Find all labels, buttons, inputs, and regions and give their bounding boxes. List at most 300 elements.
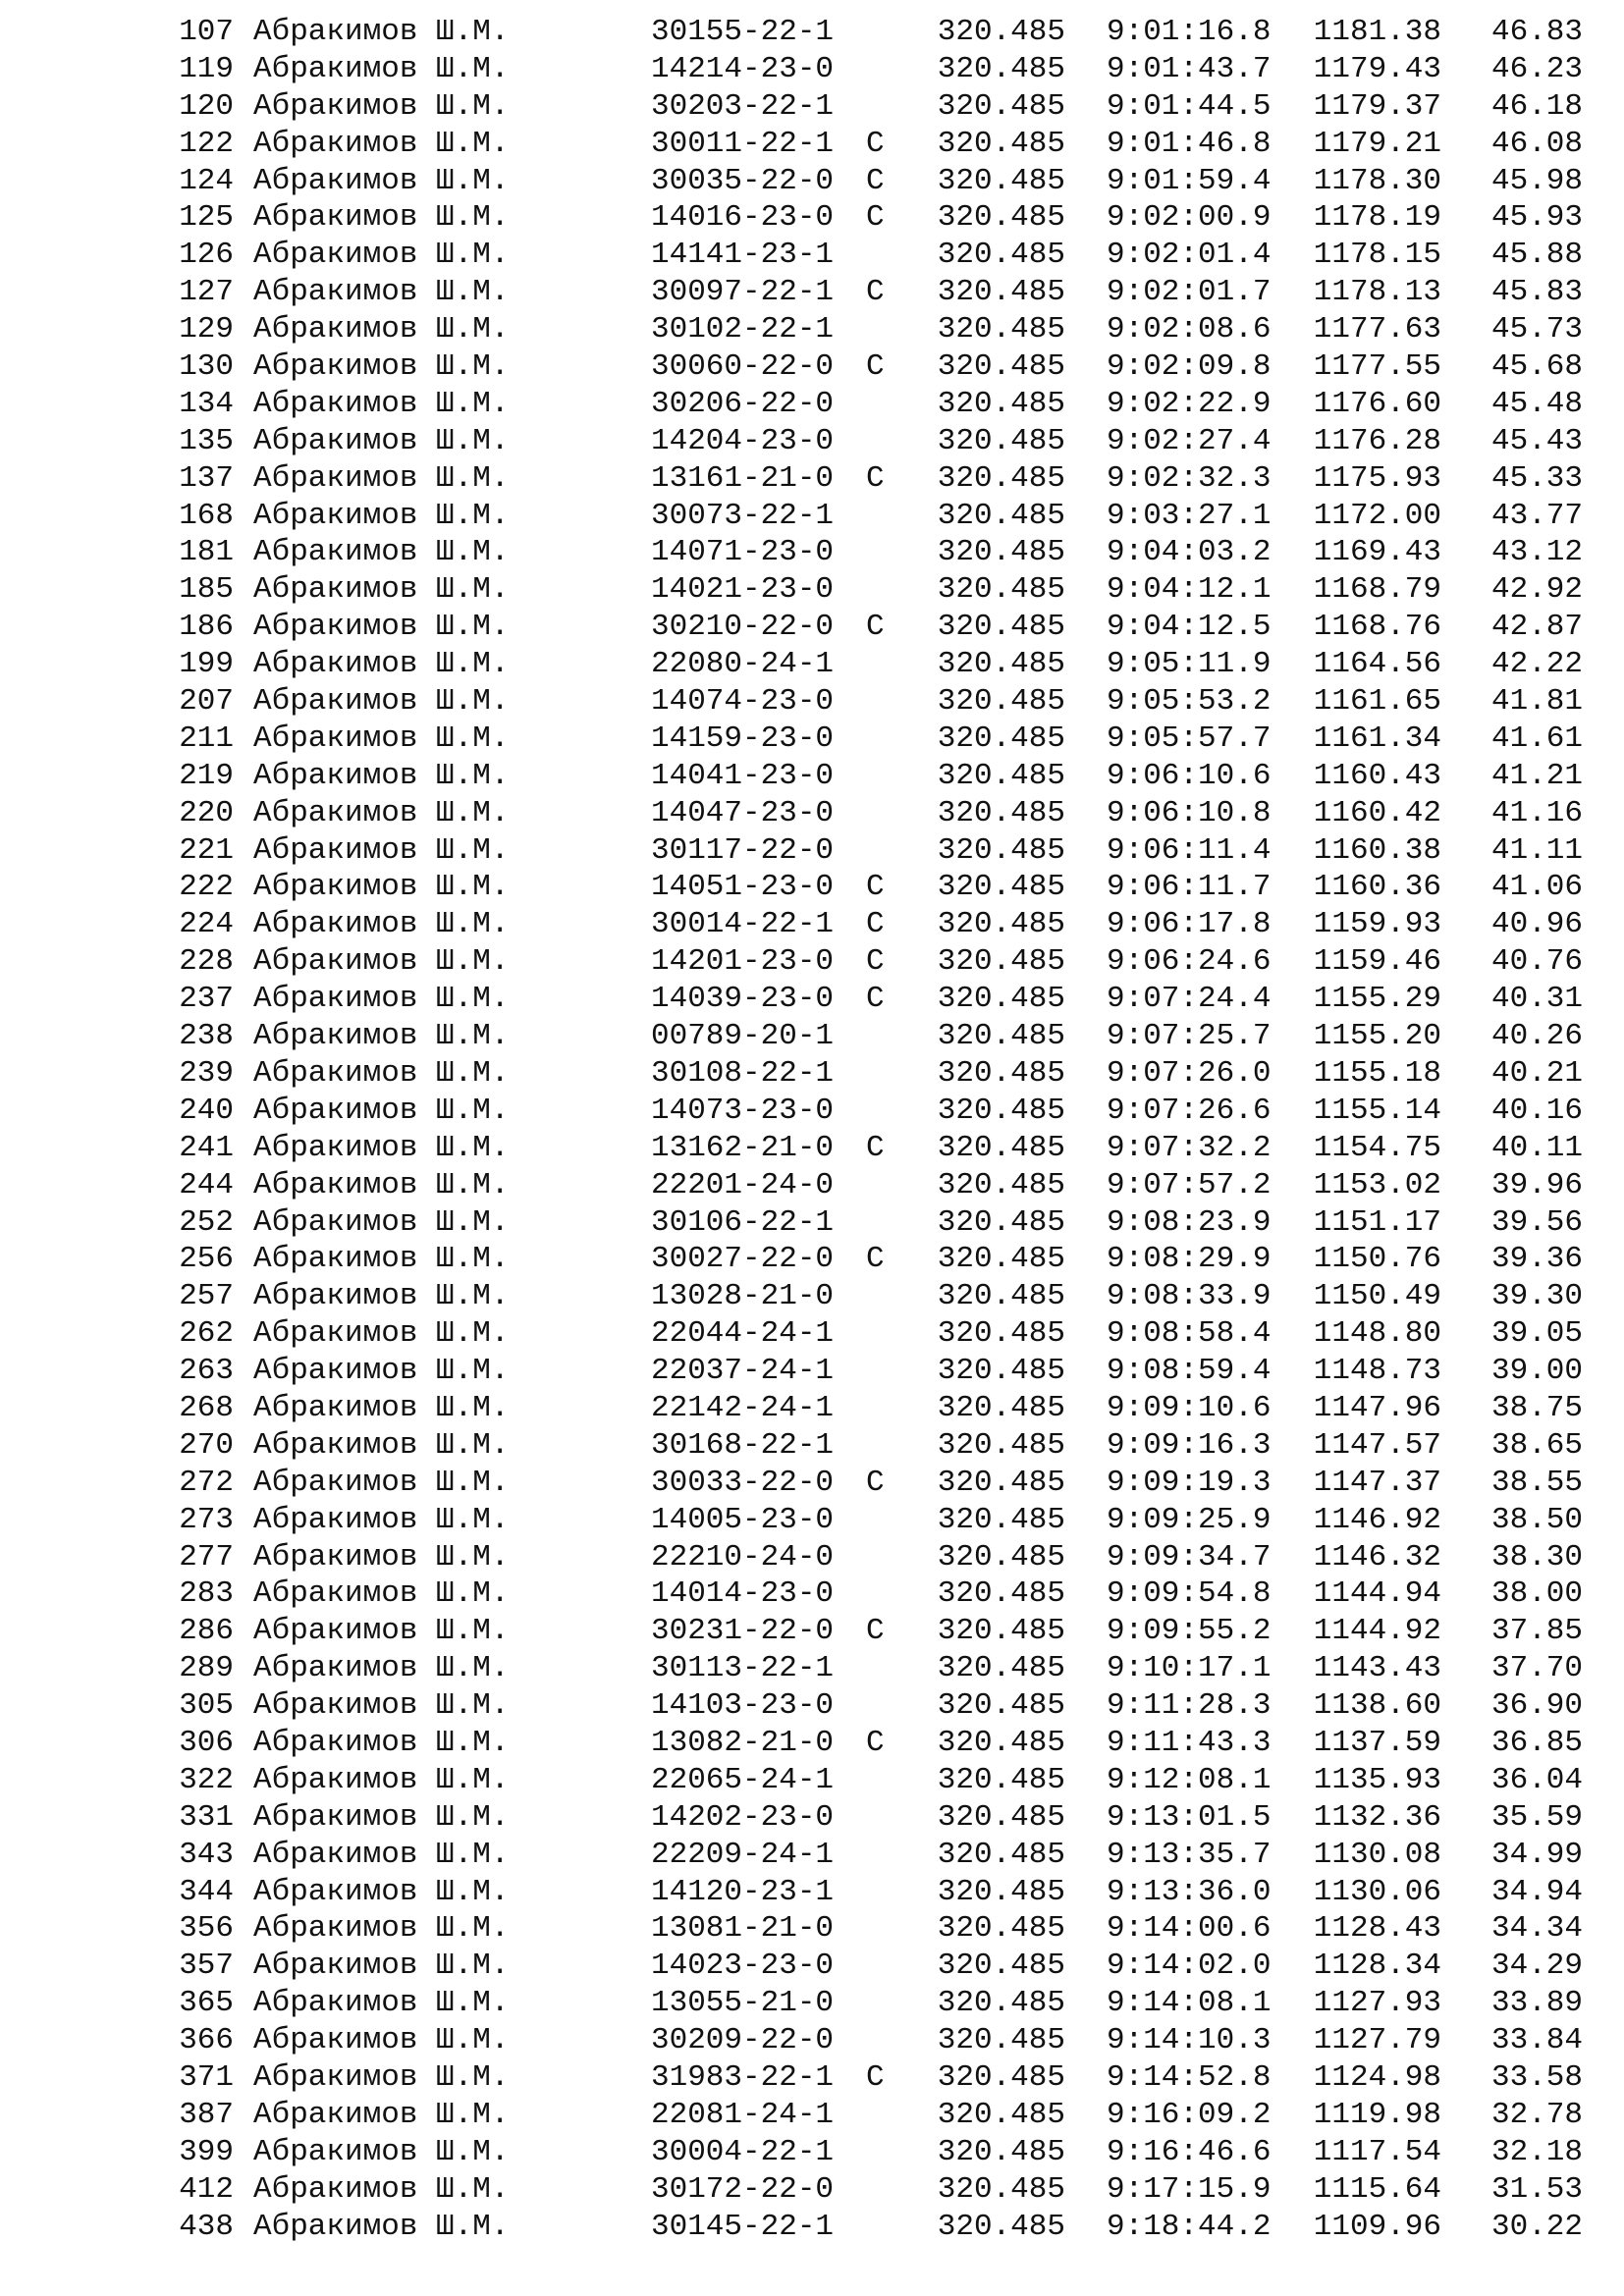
coefficient-cell: 41.06 [1490, 870, 1583, 905]
ring-number-cell: 30108-22-1 [651, 1055, 835, 1091]
speed-cell: 1160.38 [1313, 832, 1441, 868]
coefficient-cell: 33.89 [1490, 1986, 1583, 2021]
place-cell: 306 [179, 1725, 234, 1760]
table-row [0, 237, 1624, 274]
mark-cell: С [866, 610, 885, 645]
arrival-time-cell: 9:02:27.4 [1107, 423, 1272, 458]
fancier-name-cell: Абракимов Ш.М. [253, 1204, 510, 1240]
place-cell: 357 [179, 1949, 234, 1984]
arrival-time-cell: 9:05:57.7 [1107, 721, 1272, 756]
ring-number-cell: 22037-24-1 [651, 1354, 835, 1389]
place-cell: 211 [179, 721, 234, 756]
arrival-time-cell: 9:09:54.8 [1107, 1576, 1272, 1612]
arrival-time-cell: 9:04:12.5 [1107, 610, 1272, 645]
speed-cell: 1159.46 [1313, 944, 1441, 980]
coefficient-cell: 39.05 [1490, 1316, 1583, 1352]
place-cell: 126 [179, 238, 234, 273]
distance-cell: 320.485 [937, 944, 1065, 980]
arrival-time-cell: 9:07:25.7 [1107, 1019, 1272, 1054]
arrival-time-cell: 9:16:09.2 [1107, 2097, 1272, 2132]
speed-cell: 1144.94 [1313, 1576, 1441, 1612]
ring-number-cell: 14120-23-1 [651, 1874, 835, 1909]
speed-cell: 1159.93 [1313, 907, 1441, 942]
coefficient-cell: 46.23 [1490, 51, 1583, 86]
table-row [0, 163, 1624, 200]
coefficient-cell: 39.30 [1490, 1279, 1583, 1314]
speed-cell: 1144.92 [1313, 1614, 1441, 1649]
ring-number-cell: 14039-23-0 [651, 982, 835, 1017]
arrival-time-cell: 9:08:58.4 [1107, 1316, 1272, 1352]
table-row [0, 498, 1624, 535]
arrival-time-cell: 9:17:15.9 [1107, 2171, 1272, 2207]
table-row [0, 1725, 1624, 1762]
ring-number-cell: 13082-21-0 [651, 1725, 835, 1760]
distance-cell: 320.485 [937, 1390, 1065, 1425]
coefficient-cell: 46.18 [1490, 88, 1583, 124]
speed-cell: 1109.96 [1313, 2209, 1441, 2244]
fancier-name-cell: Абракимов Ш.М. [253, 15, 510, 49]
ring-number-cell: 30011-22-1 [651, 126, 835, 161]
fancier-name-cell: Абракимов Ш.М. [253, 1242, 510, 1277]
ring-number-cell: 30155-22-1 [651, 15, 835, 49]
speed-cell: 1155.14 [1313, 1093, 1441, 1128]
distance-cell: 320.485 [937, 200, 1065, 236]
speed-cell: 1161.65 [1313, 684, 1441, 720]
fancier-name-cell: Абракимов Ш.М. [253, 1130, 510, 1165]
ring-number-cell: 14201-23-0 [651, 944, 835, 980]
speed-cell: 1179.43 [1313, 51, 1441, 86]
ring-number-cell: 30102-22-1 [651, 312, 835, 347]
distance-cell: 320.485 [937, 1502, 1065, 1537]
table-row [0, 1353, 1624, 1390]
speed-cell: 1146.32 [1313, 1539, 1441, 1575]
place-cell: 257 [179, 1279, 234, 1314]
distance-cell: 320.485 [937, 1204, 1065, 1240]
distance-cell: 320.485 [937, 1874, 1065, 1909]
arrival-time-cell: 9:01:43.7 [1107, 51, 1272, 86]
speed-cell: 1130.06 [1313, 1874, 1441, 1909]
ring-number-cell: 31983-22-1 [651, 2059, 835, 2095]
ring-number-cell: 30073-22-1 [651, 498, 835, 533]
table-row [0, 758, 1624, 795]
ring-number-cell: 22201-24-0 [651, 1167, 835, 1202]
fancier-name-cell: Абракимов Ш.М. [253, 684, 510, 720]
distance-cell: 320.485 [937, 126, 1065, 161]
arrival-time-cell: 9:09:10.6 [1107, 1390, 1272, 1425]
place-cell: 228 [179, 944, 234, 980]
mark-cell: С [866, 2059, 885, 2095]
fancier-name-cell: Абракимов Ш.М. [253, 2097, 510, 2132]
fancier-name-cell: Абракимов Ш.М. [253, 1279, 510, 1314]
coefficient-cell: 39.36 [1490, 1242, 1583, 1277]
coefficient-cell: 36.90 [1490, 1688, 1583, 1724]
arrival-time-cell: 9:14:10.3 [1107, 2023, 1272, 2058]
speed-cell: 1119.98 [1313, 2097, 1441, 2132]
fancier-name-cell: Абракимов Ш.М. [253, 1019, 510, 1054]
table-row [0, 1241, 1624, 1278]
place-cell: 181 [179, 535, 234, 570]
arrival-time-cell: 9:01:46.8 [1107, 126, 1272, 161]
arrival-time-cell: 9:11:43.3 [1107, 1725, 1272, 1760]
coefficient-cell: 45.73 [1490, 312, 1583, 347]
place-cell: 130 [179, 349, 234, 385]
fancier-name-cell: Абракимов Ш.М. [253, 1949, 510, 1984]
ring-number-cell: 14023-23-0 [651, 1949, 835, 1984]
place-cell: 122 [179, 126, 234, 161]
speed-cell: 1148.73 [1313, 1354, 1441, 1389]
distance-cell: 320.485 [937, 870, 1065, 905]
ring-number-cell: 30106-22-1 [651, 1204, 835, 1240]
ring-number-cell: 22081-24-1 [651, 2097, 835, 2132]
place-cell: 387 [179, 2097, 234, 2132]
distance-cell: 320.485 [937, 1614, 1065, 1649]
mark-cell: С [866, 349, 885, 385]
coefficient-cell: 37.70 [1490, 1651, 1583, 1686]
coefficient-cell: 38.55 [1490, 1465, 1583, 1500]
fancier-name-cell: Абракимов Ш.М. [253, 832, 510, 868]
distance-cell: 320.485 [937, 312, 1065, 347]
distance-cell: 320.485 [937, 572, 1065, 608]
coefficient-cell: 46.08 [1490, 126, 1583, 161]
mark-cell: С [866, 1725, 885, 1760]
place-cell: 343 [179, 1837, 234, 1872]
coefficient-cell: 43.12 [1490, 535, 1583, 570]
speed-cell: 1179.37 [1313, 88, 1441, 124]
distance-cell: 320.485 [937, 238, 1065, 273]
speed-cell: 1177.55 [1313, 349, 1441, 385]
speed-cell: 1160.43 [1313, 758, 1441, 793]
ring-number-cell: 14074-23-0 [651, 684, 835, 720]
table-row [0, 274, 1624, 311]
table-row [0, 906, 1624, 943]
fancier-name-cell: Абракимов Ш.М. [253, 1465, 510, 1500]
arrival-time-cell: 9:07:32.2 [1107, 1130, 1272, 1165]
distance-cell: 320.485 [937, 758, 1065, 793]
ring-number-cell: 14103-23-0 [651, 1688, 835, 1724]
speed-cell: 1115.64 [1313, 2171, 1441, 2207]
place-cell: 137 [179, 460, 234, 496]
distance-cell: 320.485 [937, 1316, 1065, 1352]
table-row [0, 981, 1624, 1018]
place-cell: 185 [179, 572, 234, 608]
place-cell: 371 [179, 2059, 234, 2095]
place-cell: 331 [179, 1799, 234, 1835]
coefficient-cell: 42.22 [1490, 647, 1583, 682]
place-cell: 239 [179, 1055, 234, 1091]
coefficient-cell: 34.29 [1490, 1949, 1583, 1984]
fancier-name-cell: Абракимов Ш.М. [253, 1799, 510, 1835]
table-row [0, 1390, 1624, 1427]
table-row [0, 1018, 1624, 1055]
ring-number-cell: 13161-21-0 [651, 460, 835, 496]
arrival-time-cell: 9:06:10.8 [1107, 795, 1272, 830]
coefficient-cell: 45.68 [1490, 349, 1583, 385]
fancier-name-cell: Абракимов Ш.М. [253, 349, 510, 385]
distance-cell: 320.485 [937, 423, 1065, 458]
arrival-time-cell: 9:02:22.9 [1107, 386, 1272, 421]
speed-cell: 1178.13 [1313, 275, 1441, 310]
speed-cell: 1153.02 [1313, 1167, 1441, 1202]
table-row [0, 1315, 1624, 1353]
coefficient-cell: 45.33 [1490, 460, 1583, 496]
arrival-time-cell: 9:12:08.1 [1107, 1762, 1272, 1797]
table-row [0, 571, 1624, 609]
distance-cell: 320.485 [937, 2171, 1065, 2207]
fancier-name-cell: Абракимов Ш.М. [253, 312, 510, 347]
arrival-time-cell: 9:08:23.9 [1107, 1204, 1272, 1240]
ring-number-cell: 14047-23-0 [651, 795, 835, 830]
distance-cell: 320.485 [937, 15, 1065, 49]
ring-number-cell: 14021-23-0 [651, 572, 835, 608]
arrival-time-cell: 9:06:11.4 [1107, 832, 1272, 868]
distance-cell: 320.485 [937, 1019, 1065, 1054]
fancier-name-cell: Абракимов Ш.М. [253, 907, 510, 942]
table-row [0, 386, 1624, 423]
distance-cell: 320.485 [937, 1167, 1065, 1202]
distance-cell: 320.485 [937, 386, 1065, 421]
ring-number-cell: 22210-24-0 [651, 1539, 835, 1575]
place-cell: 263 [179, 1354, 234, 1389]
ring-number-cell: 30172-22-0 [651, 2171, 835, 2207]
arrival-time-cell: 9:13:01.5 [1107, 1799, 1272, 1835]
place-cell: 207 [179, 684, 234, 720]
fancier-name-cell: Абракимов Ш.М. [253, 944, 510, 980]
arrival-time-cell: 9:06:11.7 [1107, 870, 1272, 905]
place-cell: 240 [179, 1093, 234, 1128]
speed-cell: 1169.43 [1313, 535, 1441, 570]
fancier-name-cell: Абракимов Ш.М. [253, 610, 510, 645]
place-cell: 199 [179, 647, 234, 682]
coefficient-cell: 40.11 [1490, 1130, 1583, 1165]
place-cell: 268 [179, 1390, 234, 1425]
coefficient-cell: 45.88 [1490, 238, 1583, 273]
place-cell: 135 [179, 423, 234, 458]
distance-cell: 320.485 [937, 684, 1065, 720]
fancier-name-cell: Абракимов Ш.М. [253, 1688, 510, 1724]
coefficient-cell: 38.50 [1490, 1502, 1583, 1537]
speed-cell: 1124.98 [1313, 2059, 1441, 2095]
fancier-name-cell: Абракимов Ш.М. [253, 1316, 510, 1352]
coefficient-cell: 31.53 [1490, 2171, 1583, 2207]
ring-number-cell: 22065-24-1 [651, 1762, 835, 1797]
place-cell: 286 [179, 1614, 234, 1649]
table-row [0, 1575, 1624, 1613]
distance-cell: 320.485 [937, 1762, 1065, 1797]
place-cell: 270 [179, 1427, 234, 1463]
ring-number-cell: 22209-24-1 [651, 1837, 835, 1872]
distance-cell: 320.485 [937, 1279, 1065, 1314]
arrival-time-cell: 9:18:44.2 [1107, 2209, 1272, 2244]
arrival-time-cell: 9:13:35.7 [1107, 1837, 1272, 1872]
speed-cell: 1150.49 [1313, 1279, 1441, 1314]
fancier-name-cell: Абракимов Ш.М. [253, 1167, 510, 1202]
speed-cell: 1161.34 [1313, 721, 1441, 756]
arrival-time-cell: 9:14:52.8 [1107, 2059, 1272, 2095]
table-row [0, 1985, 1624, 2022]
place-cell: 412 [179, 2171, 234, 2207]
coefficient-cell: 37.85 [1490, 1614, 1583, 1649]
distance-cell: 320.485 [937, 163, 1065, 198]
coefficient-cell: 38.65 [1490, 1427, 1583, 1463]
fancier-name-cell: Абракимов Ш.М. [253, 1614, 510, 1649]
fancier-name-cell: Абракимов Ш.М. [253, 1837, 510, 1872]
ring-number-cell: 30004-22-1 [651, 2134, 835, 2169]
fancier-name-cell: Абракимов Ш.М. [253, 795, 510, 830]
distance-cell: 320.485 [937, 1427, 1065, 1463]
place-cell: 344 [179, 1874, 234, 1909]
coefficient-cell: 40.16 [1490, 1093, 1583, 1128]
table-row [0, 1762, 1624, 1799]
mark-cell: С [866, 907, 885, 942]
ring-number-cell: 13162-21-0 [651, 1130, 835, 1165]
table-row [0, 2059, 1624, 2097]
place-cell: 237 [179, 982, 234, 1017]
coefficient-cell: 39.96 [1490, 1167, 1583, 1202]
fancier-name-cell: Абракимов Ш.М. [253, 51, 510, 86]
place-cell: 119 [179, 51, 234, 86]
speed-cell: 1148.80 [1313, 1316, 1441, 1352]
place-cell: 262 [179, 1316, 234, 1352]
distance-cell: 320.485 [937, 535, 1065, 570]
arrival-time-cell: 9:09:34.7 [1107, 1539, 1272, 1575]
fancier-name-cell: Абракимов Ш.М. [253, 200, 510, 236]
coefficient-cell: 41.21 [1490, 758, 1583, 793]
table-row [0, 1910, 1624, 1948]
distance-cell: 320.485 [937, 795, 1065, 830]
ring-number-cell: 30203-22-1 [651, 88, 835, 124]
place-cell: 305 [179, 1688, 234, 1724]
fancier-name-cell: Абракимов Ш.М. [253, 982, 510, 1017]
distance-cell: 320.485 [937, 1242, 1065, 1277]
arrival-time-cell: 9:04:03.2 [1107, 535, 1272, 570]
coefficient-cell: 30.22 [1490, 2209, 1583, 2244]
speed-cell: 1178.19 [1313, 200, 1441, 236]
arrival-time-cell: 9:02:00.9 [1107, 200, 1272, 236]
speed-cell: 1155.18 [1313, 1055, 1441, 1091]
speed-cell: 1147.57 [1313, 1427, 1441, 1463]
table-row [0, 126, 1624, 163]
coefficient-cell: 45.48 [1490, 386, 1583, 421]
table-row [0, 1837, 1624, 1874]
mark-cell: С [866, 1130, 885, 1165]
coefficient-cell: 45.43 [1490, 423, 1583, 458]
ring-number-cell: 22080-24-1 [651, 647, 835, 682]
arrival-time-cell: 9:14:08.1 [1107, 1986, 1272, 2021]
speed-cell: 1130.08 [1313, 1837, 1441, 1872]
distance-cell: 320.485 [937, 1911, 1065, 1947]
arrival-time-cell: 9:07:57.2 [1107, 1167, 1272, 1202]
table-row [0, 1427, 1624, 1465]
mark-cell: С [866, 126, 885, 161]
table-row [0, 1167, 1624, 1204]
coefficient-cell: 34.34 [1490, 1911, 1583, 1947]
coefficient-cell: 32.78 [1490, 2097, 1583, 2132]
arrival-time-cell: 9:06:10.6 [1107, 758, 1272, 793]
coefficient-cell: 41.11 [1490, 832, 1583, 868]
ring-number-cell: 14071-23-0 [651, 535, 835, 570]
speed-cell: 1155.20 [1313, 1019, 1441, 1054]
distance-cell: 320.485 [937, 1799, 1065, 1835]
coefficient-cell: 40.26 [1490, 1019, 1583, 1054]
arrival-time-cell: 9:07:24.4 [1107, 982, 1272, 1017]
arrival-time-cell: 9:09:16.3 [1107, 1427, 1272, 1463]
speed-cell: 1135.93 [1313, 1762, 1441, 1797]
coefficient-cell: 39.56 [1490, 1204, 1583, 1240]
coefficient-cell: 33.58 [1490, 2059, 1583, 2095]
fancier-name-cell: Абракимов Ш.М. [253, 1539, 510, 1575]
ring-number-cell: 14204-23-0 [651, 423, 835, 458]
fancier-name-cell: Абракимов Ш.М. [253, 2059, 510, 2095]
speed-cell: 1151.17 [1313, 1204, 1441, 1240]
distance-cell: 320.485 [937, 2059, 1065, 2095]
table-row [0, 609, 1624, 646]
mark-cell: С [866, 200, 885, 236]
fancier-name-cell: Абракимов Ш.М. [253, 1354, 510, 1389]
speed-cell: 1160.42 [1313, 795, 1441, 830]
distance-cell: 320.485 [937, 610, 1065, 645]
place-cell: 221 [179, 832, 234, 868]
arrival-time-cell: 9:01:44.5 [1107, 88, 1272, 124]
arrival-time-cell: 9:09:25.9 [1107, 1502, 1272, 1537]
distance-cell: 320.485 [937, 832, 1065, 868]
ring-number-cell: 30027-22-0 [651, 1242, 835, 1277]
speed-cell: 1154.75 [1313, 1130, 1441, 1165]
table-row [0, 1465, 1624, 1502]
distance-cell: 320.485 [937, 1539, 1065, 1575]
distance-cell: 320.485 [937, 498, 1065, 533]
distance-cell: 320.485 [937, 349, 1065, 385]
place-cell: 220 [179, 795, 234, 830]
ring-number-cell: 30035-22-0 [651, 163, 835, 198]
ring-number-cell: 30113-22-1 [651, 1651, 835, 1686]
fancier-name-cell: Абракимов Ш.М. [253, 2023, 510, 2058]
speed-cell: 1176.28 [1313, 423, 1441, 458]
table-row [0, 2171, 1624, 2209]
place-cell: 438 [179, 2209, 234, 2244]
fancier-name-cell: Абракимов Ш.М. [253, 386, 510, 421]
speed-cell: 1181.38 [1313, 15, 1441, 49]
place-cell: 356 [179, 1911, 234, 1947]
coefficient-cell: 38.00 [1490, 1576, 1583, 1612]
fancier-name-cell: Абракимов Ш.М. [253, 1502, 510, 1537]
arrival-time-cell: 9:09:19.3 [1107, 1465, 1272, 1500]
speed-cell: 1168.79 [1313, 572, 1441, 608]
speed-cell: 1117.54 [1313, 2134, 1441, 2169]
arrival-time-cell: 9:02:32.3 [1107, 460, 1272, 496]
ring-number-cell: 30060-22-0 [651, 349, 835, 385]
table-row [0, 534, 1624, 571]
fancier-name-cell: Абракимов Ш.М. [253, 535, 510, 570]
coefficient-cell: 33.84 [1490, 2023, 1583, 2058]
table-row [0, 1799, 1624, 1837]
speed-cell: 1178.30 [1313, 163, 1441, 198]
mark-cell: С [866, 1465, 885, 1500]
coefficient-cell: 43.77 [1490, 498, 1583, 533]
distance-cell: 320.485 [937, 1093, 1065, 1128]
place-cell: 238 [179, 1019, 234, 1054]
coefficient-cell: 34.94 [1490, 1874, 1583, 1909]
coefficient-cell: 40.21 [1490, 1055, 1583, 1091]
fancier-name-cell: Абракимов Ш.М. [253, 1576, 510, 1612]
arrival-time-cell: 9:05:11.9 [1107, 647, 1272, 682]
place-cell: 107 [179, 15, 234, 49]
ring-number-cell: 14073-23-0 [651, 1093, 835, 1128]
fancier-name-cell: Абракимов Ш.М. [253, 1427, 510, 1463]
speed-cell: 1164.56 [1313, 647, 1441, 682]
coefficient-cell: 45.83 [1490, 275, 1583, 310]
arrival-time-cell: 9:07:26.6 [1107, 1093, 1272, 1128]
fancier-name-cell: Абракимов Ш.М. [253, 1911, 510, 1947]
